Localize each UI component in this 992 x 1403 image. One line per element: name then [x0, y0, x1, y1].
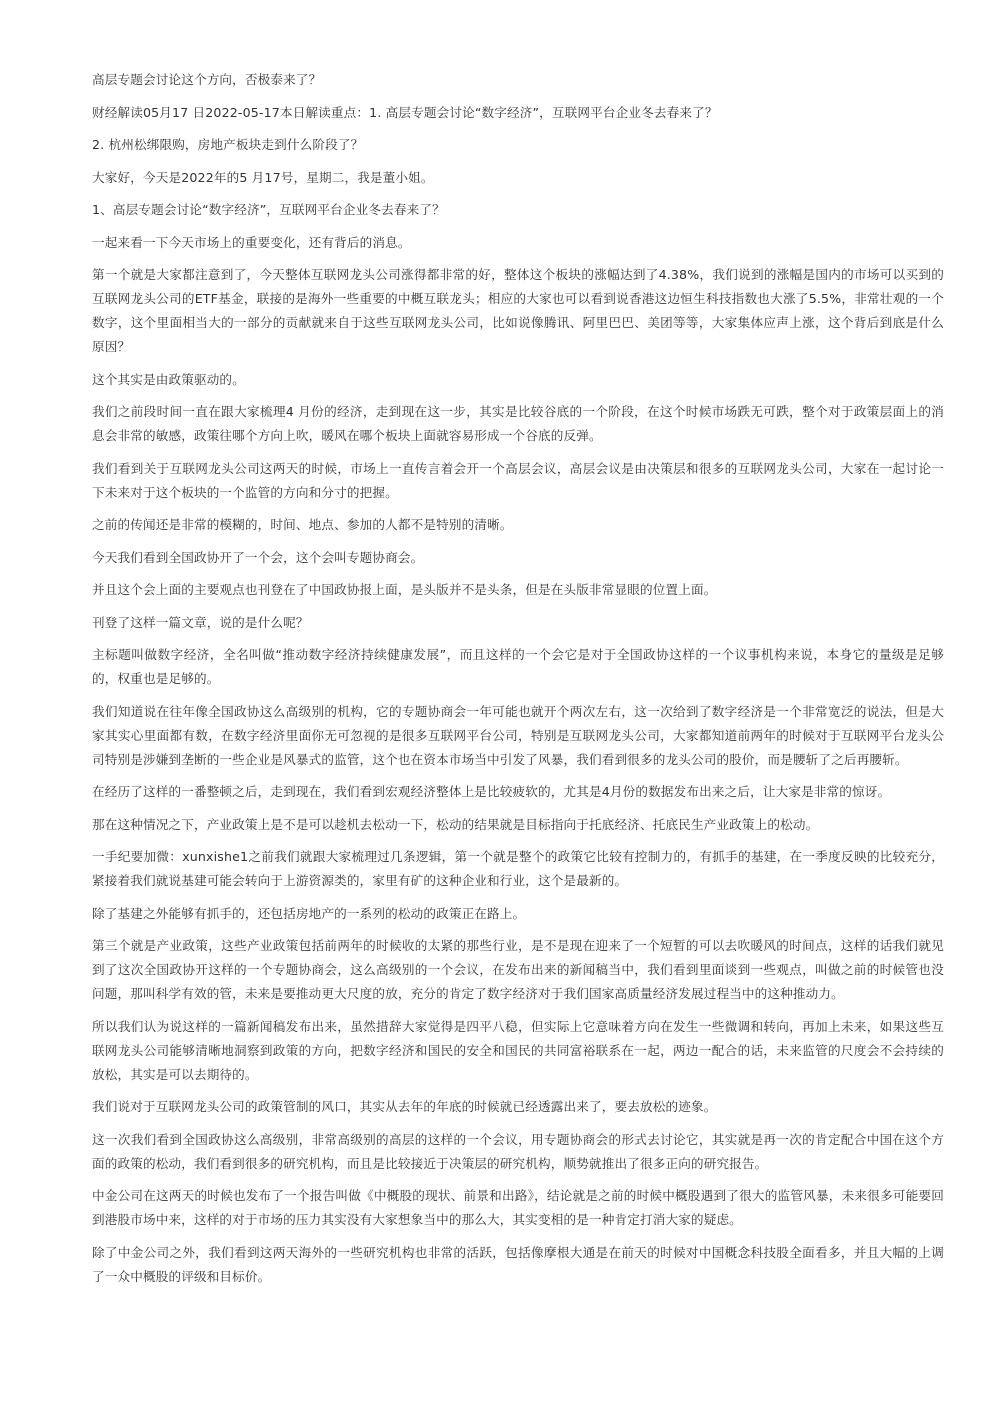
paragraph: 我们说对于互联网龙头公司的政策管制的风口，其实从去年的年底的时候就已经透露出来了，要去放松的迹象。	[92, 1099, 717, 1114]
paragraph-greeting: 大家好，今天是2022年的5 月17号，星期二，我是董小姐。	[92, 169, 434, 185]
document-body	[92, 68, 944, 1297]
paragraph: 一起来看一下今天市场上的重要变化，还有背后的消息。	[92, 234, 411, 250]
paragraph: 刊登了这样一篇文章，说的是什么呢？	[92, 614, 309, 630]
paragraph: 今天我们看到全国政协开了一个会，这个会叫专题协商会。	[92, 549, 424, 565]
paragraph: 这个其实是由政策驱动的。	[92, 371, 245, 387]
paragraph: 第一个就是大家都注意到了，今天整体互联网龙头公司涨得都非常的好，整体这个板块的涨幅达到了4.38%，我们说到的涨幅是国内的市场可以买到的互联网龙头公司的ETF基金，联接的是海外一些重要的中概互联龙头；相应的大家也可以看到说香港这边恒生科技指数也大涨了5.5%，非常壮观的一个数字，这个里面相当大的一部分的贡献就来自于这些互联网龙头公司，比如说像腾讯、阿里巴巴、美团等等，大家集体应声上涨，这个背后到底是什么原因？	[92, 267, 944, 354]
paragraph: 并且这个会上面的主要观点也刊登在了中国政协报上面，是头版并不是头条，但是在头版非常显眼的位置上面。	[92, 582, 717, 597]
paragraph: 那在这种情况之下，产业政策上是不是可以趁机去松动一下，松动的结果就是目标指向于托底经济、托底民生产业政策上的松动。	[92, 816, 819, 832]
paragraph: 主标题叫做数字经济，全名叫做“推动数字经济持续健康发展”，而且这样的一个会它是对于全国政协这样的一个议事机构来说，本身它的量级是足够的，权重也是足够的。	[92, 647, 944, 686]
paragraph: 之前的传闻还是非常的模糊的，时间、地点、参加的人都不是特别的清晰。	[92, 517, 513, 532]
paragraph: 在经历了这样的一番整顿之后，走到现在，我们看到宏观经济整体上是比较疲软的，尤其是4月份的数据发布出来之后，让大家是非常的惊讶。	[92, 784, 891, 799]
paragraph: 所以我们认为说这样的一篇新闻稿发布出来，虽然措辞大家觉得是四平八稳，但实际上它意味着方向在发生一些微调和转向，再加上未来，如果这些互联网龙头公司能够清晰地洞察到政策的方向，把数字经济和国民的安全和国民的共同富裕联系在一起，两边一配合的话，未来监管的尺度会不会持续的放松，其实是可以去期待的。	[92, 1018, 944, 1082]
paragraph: 除了中金公司之外，我们看到这两天海外的一些研究机构也非常的活跃，包括像摩根大通是在前天的时候对中国概念科技股全面看多，并且大幅的上调了一众中概股的评级和目标价。	[92, 1244, 944, 1284]
paragraph-summary-1: 财经解读05月17 日2022-05-17本日解读重点：1. 高层专题会讨论“数字经济”，互联网平台企业冬去春来了？	[92, 104, 718, 120]
paragraph: 除了基建之外能够有抓手的，还包括房地产的一系列的松动的政策正在路上。	[92, 905, 526, 921]
paragraph-summary-2: 2. 杭州松绑限购，房地产板块走到什么阶段了？	[92, 137, 364, 152]
paragraph: 一手纪要加微：xunxishe1之前我们就跟大家梳理过几条逻辑，第一个就是整个的政策它比较有控制力的，有抓手的基建，在一季度反映的比较充分，紧接着我们就说基建可能会转向于上游资源类的，家里有矿的这种企业和行业，这个是最新的。	[92, 849, 944, 888]
paragraph: 我们看到关于互联网龙头公司这两天的时候，市场上一直传言着会开一个高层会议，高层会议是由决策层和很多的互联网龙头公司，大家在一起讨论一下未来对于这个板块的一个监管的方向和分寸的把握。	[92, 460, 944, 500]
paragraph: 第三个就是产业政策，这些产业政策包括前两年的时候收的太紧的那些行业，是不是现在迎来了一个短暂的可以去吹暖风的时间点，这样的话我们就见到了这次全国政协开这样的一个专题协商会，这么高级别的一个会议，在发布出来的新闻稿当中，我们看到里面谈到一些观点，叫做之前的时候管也没问题，那叫科学有效的管，未来是要推动更大尺度的放，充分的肯定了数字经济对于我们国家高质量经济发展过程当中的这种推动力。	[92, 938, 944, 1001]
paragraph: 我们知道说在往年像全国政协这么高级别的机构，它的专题协商会一年可能也就开个两次左右，这一次给到了数字经济是一个非常宽泛的说法，但是大家其实心里面都有数，在数字经济里面你无可忽视的是很多互联网平台公司，特别是互联网龙头公司，大家都知道前两年的时候对于互联网平台龙头公司特别是涉嫌到垄断的一些企业是风暴式的监管，这个也在资本市场当中引发了风暴，我们看到很多的龙头公司的股价，而是腰斩了之后再腰斩。	[92, 703, 944, 767]
article-title: 高层专题会讨论这个方向，否极泰来了？	[92, 72, 322, 87]
section-heading: 1、高层专题会讨论“数字经济”，互联网平台企业冬去春来了？	[92, 202, 445, 217]
paragraph: 我们之前段时间一直在跟大家梳理4 月份的经济，走到现在这一步，其实是比较谷底的一个阶段，在这个时候市场跌无可跌，整个对于政策层面上的消息会非常的敏感，政策往哪个方向上吹，暖风在哪个板块上面就容易形成一个谷底的反弹。	[92, 404, 944, 443]
paragraph: 这一次我们看到全国政协这么高级别，非常高级别的高层的这样的一个会议，用专题协商会的形式去讨论它，其实就是再一次的肯定配合中国在这个方面的政策的松动，我们看到很多的研究机构，而且是比较接近于决策层的研究机构，顺势就推出了很多正向的研究报告。	[92, 1131, 944, 1171]
paragraph: 中金公司在这两天的时候也发布了一个报告叫做《中概股的现状、前景和出路》，结论就是之前的时候中概股遇到了很大的监管风暴，未来很多可能要回到港股市场中来，这样的对于市场的压力其实没有大家想象当中的那么大，其实变相的是一种肯定打消大家的疑虑。	[92, 1188, 944, 1227]
